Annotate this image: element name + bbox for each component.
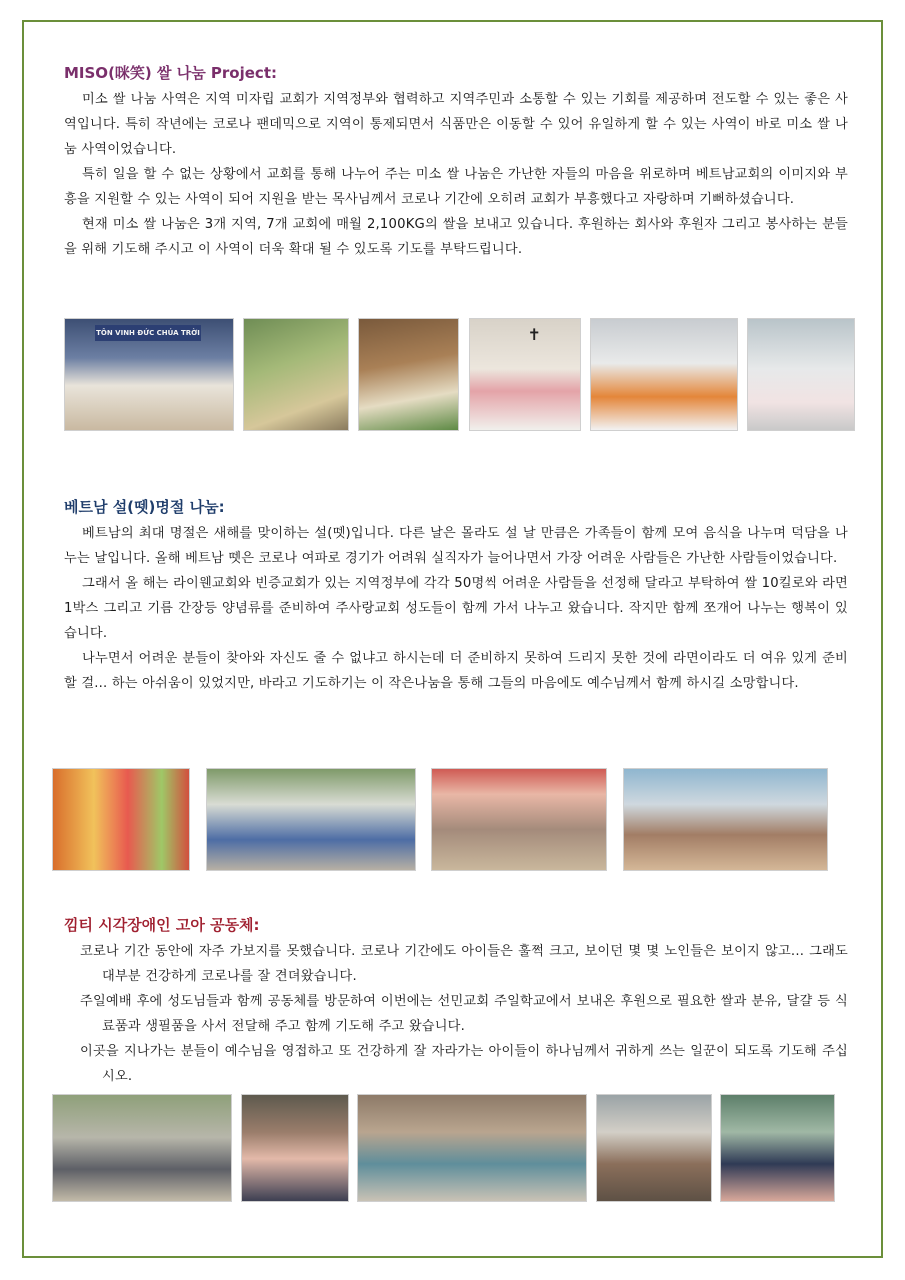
cross-icon: ✝ xyxy=(527,325,541,344)
section-title: MISO(咪笑) 쌀 나눔 Project: xyxy=(64,64,277,82)
photo-row-miso xyxy=(64,318,855,431)
photo-distribution xyxy=(623,768,828,871)
paragraph: 나누면서 어려운 분들이 찾아와 자신도 줄 수 없냐고 하시는데 더 준비하지 못하여 드리지 못한 것에 라면이라도 더 여유 있게 준비할 걸... 하는 아쉬움이 있었지만, 바라고 기도하기는 이 작은나눔을 통해 그들의 마음에도 예수님께서 함께 하시길 소망합니다. xyxy=(64,651,848,691)
section-title: 베트남 설(뗏)명절 나눔: xyxy=(64,498,225,516)
paragraph: 코로나 기간 동안에 자주 가보지를 못했습니다. 코로나 기간에도 아이들은 훌쩍 크고, 보이던 몇 몇 노인들은 보이지 않고... 그래도 대부분 건강하게 코로나를 잘 견뎌왔습니다. xyxy=(80,944,848,984)
photo-girl-rice-bag xyxy=(358,318,459,431)
photo-visitors-group xyxy=(720,1094,835,1202)
section-tet-sharing xyxy=(64,496,848,696)
photo-seated-crowd xyxy=(431,768,607,871)
photo-elderly-man xyxy=(596,1094,712,1202)
photo-community-gathering xyxy=(206,768,416,871)
paragraph: 주일예배 후에 성도님들과 함께 공동체를 방문하여 이번에는 선민교회 주일학교에서 보내온 후원으로 필요한 쌀과 분유, 달걀 등 식료품과 생필품을 사서 전달해 주고 함께 기도해 주고 왔습니다. xyxy=(80,994,848,1034)
section-title: 낌티 시각장애인 고아 공동체: xyxy=(64,916,260,934)
photo-children-rice xyxy=(243,318,349,431)
photo-row-tet xyxy=(52,768,828,871)
section-kimti-community xyxy=(64,914,848,1089)
photo-row-kimti xyxy=(52,1094,835,1202)
photo-man-rice-sacks xyxy=(590,318,738,431)
photo-gift-bottles xyxy=(52,768,190,871)
photo-mother-child xyxy=(241,1094,349,1202)
photo-car-delivery xyxy=(52,1094,232,1202)
paragraph: 베트남의 최대 명절은 새해를 맞이하는 설(뗏)입니다. 다른 날은 몰라도 설 날 만큼은 가족들이 함께 모여 음식을 나누며 덕담을 나누는 날입니다. 올해 베트남 뗏은 코로나 여파로 경기가 어려워 실직자가 늘어나면서 가장 어려운 사람들은 가난한 사람들이었습니다. xyxy=(64,526,848,566)
paragraph: 특히 일을 할 수 없는 상황에서 교회를 통해 나누어 주는 미소 쌀 나눔은 가난한 자들의 마음을 위로하며 베트남교회의 이미지와 부흥을 지원할 수 있는 사역이 되어 지원을 받는 목사님께서 코로나 기간에 오히려 교회가 부흥했다고 자랑하며 기뻐하셨습니다. xyxy=(64,167,848,207)
photo-banner: TÔN VINH ĐỨC CHÚA TRỜI xyxy=(95,325,201,341)
photo-stacked-rice xyxy=(747,318,855,431)
photo-group-floor xyxy=(357,1094,587,1202)
paragraph: 이곳을 지나가는 분들이 예수님을 영접하고 또 건강하게 잘 자라가는 아이들이 하나님께서 귀하게 쓰는 일꾼이 되도록 기도해 주십시오. xyxy=(80,1044,848,1084)
section-miso-rice xyxy=(64,62,848,262)
paragraph: 현재 미소 쌀 나눔은 3개 지역, 7개 교회에 매월 2,100KG의 쌀을 보내고 있습니다. 후원하는 회사와 후원자 그리고 봉사하는 분들을 위해 기도해 주시고 이 사역이 더욱 확대 될 수 있도록 기도를 부탁드립니다. xyxy=(64,217,848,257)
photo-church-group xyxy=(64,318,234,431)
paragraph: 그래서 올 해는 라이웬교회와 빈증교회가 있는 지역정부에 각각 50명씩 어려운 사람들을 선정해 달라고 부탁하여 쌀 10킬로와 라면 1박스 그리고 기름 간장등 양념류를 준비하여 주사랑교회 성도들이 함께 가서 나누고 왔습니다. 작지만 함께 쪼개어 나누는 행복이 있습니다. xyxy=(64,576,848,641)
photo-rice-bags-church xyxy=(469,318,581,431)
paragraph: 미소 쌀 나눔 사역은 지역 미자립 교회가 지역정부와 협력하고 지역주민과 소통할 수 있는 기회를 제공하며 전도할 수 있는 좋은 사역입니다. 특히 작년에는 코로나 팬데믹으로 지역이 통제되면서 식품만은 이동할 수 있어 유일하게 할 수 있는 사역이 바로 미소 쌀 나눔 사역이었습니다. xyxy=(64,92,848,157)
